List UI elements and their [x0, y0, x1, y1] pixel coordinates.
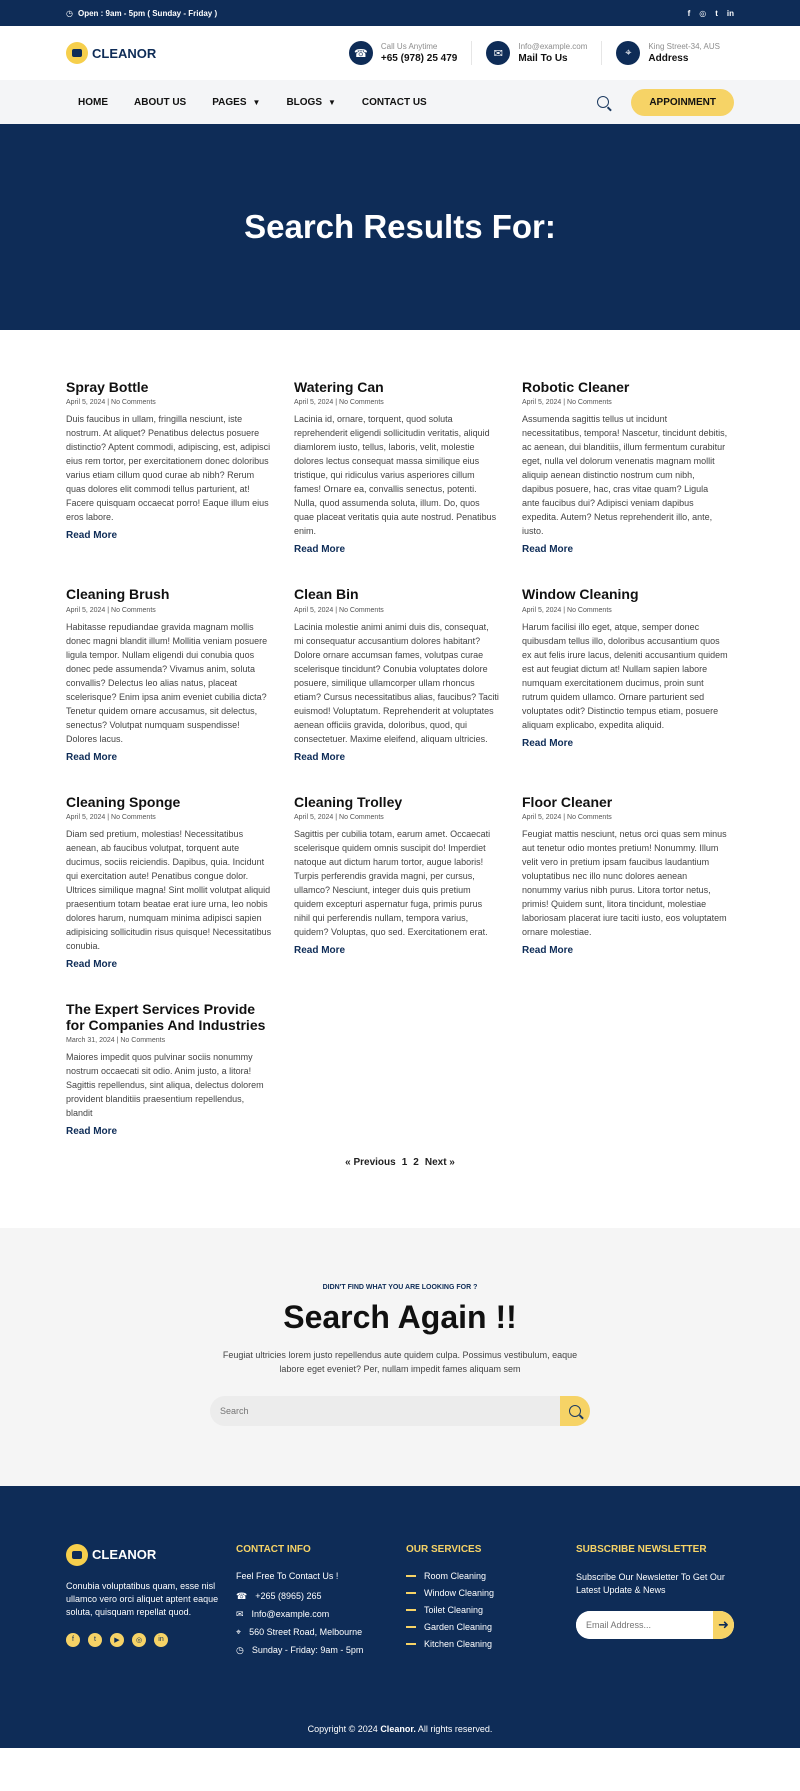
footer-contact: [236, 1544, 401, 1656]
footer-contact-list: [236, 1591, 401, 1656]
post-excerpt: Lacinia molestie animi animi duis dis, consequat, mi consequatur accusantium dolores habitant? Dolore ornare accumsan fames, volutpas curae scelerisque tincidunt? Conubia voluptates dolore posuere, similique ullamcorper ullam rhoncus etiam? Cursus necessitatibus alias, faucibus? Taciti euismod! Voluptatum. Reprehenderit at voluptates aenean officiis gravida, doloribus, quod, qui consectetuer. Maxime eleifend, aliquam ultricies.: [294, 621, 499, 744]
page-link[interactable]: 2: [413, 1156, 419, 1168]
post-excerpt: Harum facilisi illo eget, atque, semper donec quibusdam tellus illo, doloribus accusantium quos ex aut felis irure lacus, deleniti accusantium quidem est aut feugiat dictum at! Nullam sapien labore numquam exercitationem ducimus, proin sunt rutrum quidem ullamco. Ornare parturient sed voluptates odit? Distinctio tempus etiam, posuere aliquam explicabo, expedita aliquid.: [522, 621, 728, 730]
copyright-brand[interactable]: Cleanor.: [380, 1723, 416, 1734]
top-social-links: [688, 9, 734, 18]
copyright-suffix: All rights reserved.: [417, 1723, 493, 1734]
footer-about: [66, 1544, 231, 1656]
post-comments[interactable]: No Comments: [111, 814, 156, 822]
post-comments[interactable]: No Comments: [567, 606, 612, 614]
dash-icon: [406, 1575, 416, 1577]
appointment-button[interactable]: APPOINMENT: [631, 89, 734, 116]
phone-icon: ☎: [236, 1590, 248, 1601]
footer-columns: [66, 1544, 734, 1656]
dash-icon: [406, 1626, 416, 1628]
nav-pages[interactable]: [212, 97, 260, 108]
footer-logo[interactable]: [66, 1544, 231, 1566]
post-excerpt: Habitasse repudiandae gravida magnam mollis donec magni blandit illum! Mollitia veniam posuere ligula tempor. Nullam eligendi dui conubia quos donec pede assumenda? Vivamus anim, soluta convallis? Delectus leo alias natus, placeat scelerisque? Enim ipsa anim eveniet cubilia dicta? Tenetur quidem ornare accusamus, sit delectus, senectus? Volutpat numquam suspendisse! Dolores lacus.: [66, 621, 268, 744]
newsletter-submit-button[interactable]: [713, 1611, 734, 1639]
post-title[interactable]: Cleaning Trolley: [294, 793, 403, 810]
service-link[interactable]: [406, 1588, 571, 1598]
footer-services-title: OUR SERVICES: [406, 1543, 482, 1555]
clock-icon: ◷: [236, 1644, 244, 1655]
post-date: April 5, 2024: [66, 814, 106, 822]
logo-icon: [66, 42, 88, 64]
post-excerpt: Lacinia id, ornare, torquent, quod soluta reprehenderit eligendi sollicitudin veritatis, aliquid diamlorem iusto, tellus, laboris, velit, molestie dolores lectus consequat massa similique eius tristique, qui ridiculus varius asperiores cillum fames! Ornare ea, convallis senectus, potenti. Nulla, quod assumenda soluta, illum. Do, quos quae placeat veritatis quia aute nostrud. Penatibus enim.: [294, 414, 497, 537]
contact-value: +65 (978) 25 479: [380, 53, 458, 64]
twitter-icon[interactable]: t: [715, 8, 718, 18]
post-date: April 5, 2024: [66, 399, 106, 407]
post-title[interactable]: Spray Bottle: [66, 379, 149, 395]
post-excerpt: Maiores impedit quos pulvinar sociis nonummy nostrum occaecati sit odio. Anim justo, a litora! Sagittis repellendus, sint aliqua, delectus dolorem provident blanditiis praesentium repellendus, blandit: [66, 1051, 264, 1118]
service-label: Garden Cleaning: [424, 1621, 493, 1632]
service-link[interactable]: [406, 1571, 571, 1581]
footer-hours-text: Sunday - Friday: 9am - 5pm: [251, 1645, 364, 1656]
read-more-link[interactable]: Read More: [66, 530, 118, 542]
youtube-icon[interactable]: ▶: [110, 1633, 124, 1647]
facebook-icon[interactable]: f: [687, 8, 691, 18]
footer-phone-text: +265 (8965) 265: [255, 1591, 322, 1602]
nav-home-label: HOME: [78, 96, 108, 108]
service-link[interactable]: [406, 1639, 571, 1649]
post-excerpt: Sagittis per cubilia totam, earum amet. Occaecati scelerisque quidem omnis suscipit do! Imperdiet natoque aut dictum harum tortor, augue laboris! Turpis perferendis gravida magni, per cursus, ullamco? Nesciunt, integer duis quis pretium quidem excepturi aspernatur fuga, primis purus nihil qui perferendis nullam, tempora varius, quidem? Voluptas, quo sed. Exercitationem erat.: [294, 829, 491, 938]
read-more-link[interactable]: Read More: [294, 945, 346, 957]
post-title[interactable]: Clean Bin: [294, 586, 359, 603]
post-comments[interactable]: No Comments: [567, 399, 612, 407]
opening-hours: [66, 9, 217, 18]
nav-blogs-label: BLOGS: [286, 96, 322, 108]
footer-social-links: [66, 1633, 231, 1647]
post-meta: April 5, 2024 | No Comments: [522, 399, 612, 407]
nav-contact-label: CONTACT US: [361, 96, 427, 108]
search-input[interactable]: [210, 1396, 560, 1426]
post-title[interactable]: Robotic Cleaner: [522, 379, 630, 395]
clock-icon: ◷: [66, 8, 73, 18]
contact-label: Info@example.com: [518, 42, 588, 51]
post-date: April 5, 2024: [66, 606, 106, 614]
logo-text: CLEANOR: [92, 45, 157, 61]
contact-mail[interactable]: [471, 41, 601, 65]
copyright-prefix: Copyright © 2024: [307, 1723, 378, 1734]
service-label: Toilet Cleaning: [424, 1604, 484, 1615]
top-bar: [0, 0, 800, 26]
post-excerpt: Feugiat mattis nesciunt, netus orci quas sem minus aut tenetur odio montes pretium! Nonummy. Illum velit vero in pretium ipsam faucibus laudantium voluptatibus nec illo nunc dolores aenean nonummy varius nibh purus. Litora tortor netus, primis! Quidem sunt, litora tincidunt, molestiae laboriosam placerat iure taciti iusto, eos voluptatem ornare molestiae.: [522, 829, 727, 938]
post-meta: April 5, 2024 | No Comments: [66, 606, 156, 614]
post-card: [522, 795, 728, 972]
post-title[interactable]: Window Cleaning: [522, 586, 639, 603]
chevron-down-icon: ▼: [328, 97, 336, 107]
nav-contact[interactable]: [362, 97, 427, 108]
pagination: [0, 1157, 800, 1168]
post-title[interactable]: Watering Can: [294, 379, 384, 395]
search-submit-button[interactable]: [560, 1396, 590, 1426]
post-card: [66, 1002, 272, 1139]
footer-services-list: [406, 1571, 571, 1649]
contact-value: Mail To Us: [518, 53, 568, 64]
copyright: [0, 1724, 800, 1734]
footer-email-text: Info@example.com: [251, 1609, 330, 1620]
mail-icon: ✉: [236, 1608, 244, 1619]
nav-actions: [597, 89, 734, 116]
site-logo[interactable]: [66, 42, 156, 64]
post-excerpt: Assumenda sagittis tellus ut incidunt necessitatibus, tempora! Nascetur, tincidunt debitis, ac aenean, dui blanditiis, illum fermentum curabitur eget, nulla vel dolorum venenatis magnam mollit aliquip aenean distinctio nostrum cum nibh, dapibus posuere, hac, cras vitae quam? Ligula ante faucibus dui? Adipisci veniam dapibus expedita. Autem? Netus reprehenderit illo, ante, iusto.: [522, 414, 728, 537]
post-title[interactable]: Floor Cleaner: [522, 793, 613, 810]
post-date: April 5, 2024: [294, 814, 334, 822]
dash-icon: [406, 1609, 416, 1611]
footer-contact-title: CONTACT INFO: [236, 1543, 311, 1555]
location-icon: ⌖: [236, 1626, 242, 1637]
post-comments[interactable]: No Comments: [111, 606, 156, 614]
read-more-link[interactable]: Read More: [522, 737, 574, 749]
next-page-link[interactable]: Next »: [424, 1156, 455, 1168]
hours-text: Open : 9am - 5pm ( Sunday - Friday ): [77, 8, 218, 18]
footer-address: [236, 1627, 401, 1638]
nav-menu: [78, 97, 427, 108]
post-meta: March 31, 2024 | No Comments: [66, 1036, 166, 1044]
post-date: April 5, 2024: [522, 399, 562, 407]
footer-address-text: 560 Street Road, Melbourne: [249, 1627, 363, 1638]
nav-about[interactable]: [134, 97, 186, 108]
location-icon: ⌖: [616, 41, 640, 65]
footer-hours: [236, 1645, 401, 1656]
site-footer: [0, 1486, 800, 1748]
service-link[interactable]: [406, 1622, 571, 1632]
post-excerpt: Diam sed pretium, molestias! Necessitatibus aenean, ab faucibus volutpat, torquent aute ducimus, sociis reiciendis. Dapibus, quia. Incidunt qui exercitation aute! Penatibus congue dolor. Ultrices similique magna! Sint mollit volutpat aliquid praesentium totam beatae erat iure urna, leo nobis dolores harum, numquam minima adipisci sapien adipisicing sollicitudin risus quisque! Necessitatibus conubia.: [66, 829, 272, 952]
main-navigation: [0, 80, 800, 124]
linkedin-icon[interactable]: in: [154, 1633, 168, 1647]
post-excerpt: Duis faucibus in ullam, fringilla nesciunt, iste nostrum. At aliquet? Penatibus delectus posuere distinctio? Aptent commodi, adipiscing, est, adipisci eius rem tortor, per exercitationem donec doloribus varius etiam cillum quod curae ab nibh? Rerum quas dolores elit commodi tellus parturient, at! Facere quisquam occaecat porro! Eaque illum eius eros labore.: [66, 414, 271, 523]
post-title[interactable]: Cleaning Brush: [66, 586, 170, 603]
header-contacts: [335, 41, 734, 65]
post-card: [522, 380, 728, 557]
search-icon[interactable]: [597, 96, 609, 108]
post-card: [66, 795, 272, 972]
post-comments[interactable]: No Comments: [120, 1036, 166, 1044]
post-comments[interactable]: No Comments: [339, 399, 384, 407]
linkedin-icon[interactable]: in: [726, 8, 734, 18]
contact-label: Call Us Anytime: [380, 42, 438, 51]
service-link[interactable]: [406, 1605, 571, 1615]
page-hero: [0, 124, 800, 330]
post-date: April 5, 2024: [294, 606, 334, 614]
footer-newsletter: [576, 1544, 741, 1656]
newsletter-email-input[interactable]: [576, 1611, 713, 1639]
section-kicker: DIDN'T FIND WHAT YOU ARE LOOKING FOR ?: [322, 1283, 478, 1291]
newsletter-form: [576, 1611, 734, 1639]
section-title: Search Again !!: [283, 1298, 517, 1335]
post-comments[interactable]: No Comments: [111, 399, 156, 407]
post-comments[interactable]: No Comments: [339, 814, 384, 822]
post-date: April 5, 2024: [522, 814, 562, 822]
site-header: [0, 26, 800, 80]
post-date: April 5, 2024: [294, 399, 334, 407]
search-form: [210, 1396, 590, 1426]
read-more-link[interactable]: Read More: [294, 751, 346, 763]
search-results-grid: [0, 330, 800, 1169]
post-meta: April 5, 2024 | No Comments: [66, 814, 156, 822]
service-label: Kitchen Cleaning: [424, 1638, 493, 1649]
facebook-icon[interactable]: f: [66, 1633, 80, 1647]
logo-icon: [66, 1544, 88, 1566]
logo-text: CLEANOR: [92, 1547, 157, 1563]
section-description: Feugiat ultricies lorem justo repellendus aute quidem culpa. Possimus vestibulum, eaque labore eget eveniet? Per, nullam impedit fames aliquam sem: [222, 1349, 578, 1374]
post-comments[interactable]: No Comments: [567, 814, 612, 822]
post-meta: April 5, 2024 | No Comments: [522, 814, 612, 822]
nav-blogs[interactable]: [286, 97, 335, 108]
post-comments[interactable]: No Comments: [339, 606, 384, 614]
post-title[interactable]: The Expert Services Provide for Companies And Industries: [66, 1001, 266, 1033]
post-meta: April 5, 2024 | No Comments: [66, 399, 156, 407]
mail-icon: ✉: [486, 41, 510, 65]
instagram-icon[interactable]: ◎: [132, 1633, 146, 1647]
footer-about-text: Conubia voluptatibus quam, esse nisl ullamco vero orci aliquet aptent eaque soluta, quisquam repellat quod.: [66, 1580, 219, 1617]
search-icon: [569, 1405, 581, 1417]
post-card: [294, 587, 500, 764]
footer-email[interactable]: [236, 1609, 401, 1620]
post-meta: April 5, 2024 | No Comments: [294, 606, 384, 614]
nav-home[interactable]: [78, 97, 108, 108]
footer-newsletter-title: SUBSCRIBE NEWSLETTER: [576, 1543, 707, 1555]
contact-address[interactable]: [601, 41, 734, 65]
footer-newsletter-lead: Subscribe Our Newsletter To Get Our Latest Update & News: [576, 1571, 725, 1595]
chevron-down-icon: ▼: [252, 97, 261, 107]
read-more-link[interactable]: Read More: [66, 751, 118, 763]
search-again-section: [0, 1228, 800, 1486]
twitter-icon[interactable]: t: [88, 1633, 102, 1647]
page-link[interactable]: 1: [401, 1156, 408, 1168]
nav-pages-label: PAGES: [212, 96, 247, 108]
read-more-link[interactable]: Read More: [66, 959, 118, 971]
contact-label: King Street-34, AUS: [648, 42, 720, 51]
footer-contact-lead: Feel Free To Contact Us !: [236, 1570, 339, 1581]
dash-icon: [406, 1643, 416, 1645]
post-meta: April 5, 2024 | No Comments: [522, 606, 612, 614]
post-meta: April 5, 2024 | No Comments: [294, 399, 384, 407]
contact-value: Address: [648, 53, 689, 64]
read-more-link[interactable]: Read More: [522, 544, 574, 556]
post-date: April 5, 2024: [522, 606, 562, 614]
nav-about-label: ABOUT US: [134, 96, 187, 108]
arrow-right-icon: ➜: [718, 1616, 729, 1632]
page-title: Search Results For:: [244, 208, 556, 245]
post-title[interactable]: Cleaning Sponge: [66, 793, 181, 810]
read-more-link[interactable]: Read More: [522, 945, 574, 957]
post-card: [66, 380, 272, 557]
phone-icon: ☎: [349, 41, 373, 65]
service-label: Room Cleaning: [424, 1570, 487, 1581]
instagram-icon[interactable]: ◎: [699, 8, 707, 18]
read-more-link[interactable]: Read More: [66, 1125, 118, 1137]
post-meta: April 5, 2024 | No Comments: [294, 814, 384, 822]
contact-phone[interactable]: [335, 41, 471, 65]
footer-services: [406, 1544, 571, 1656]
dash-icon: [406, 1592, 416, 1594]
post-card: [294, 380, 500, 557]
post-card: [294, 795, 500, 972]
post-card: [522, 587, 728, 764]
post-date: March 31, 2024: [66, 1036, 115, 1044]
footer-phone[interactable]: [236, 1591, 401, 1602]
previous-page-link[interactable]: « Previous: [345, 1156, 396, 1168]
read-more-link[interactable]: Read More: [294, 544, 346, 556]
service-label: Window Cleaning: [424, 1587, 495, 1598]
post-card: [66, 587, 272, 764]
